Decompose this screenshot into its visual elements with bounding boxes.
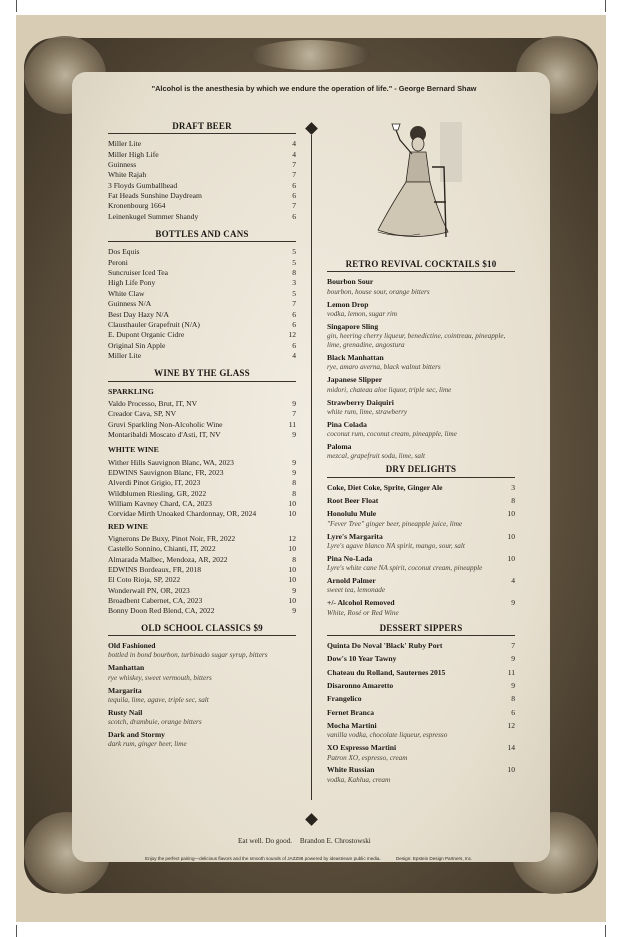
item-price: 7: [292, 409, 296, 419]
column-divider: [311, 135, 312, 800]
menu-item: [108, 181, 296, 191]
crop-mark: [605, 925, 606, 937]
item-name: Leinenkugel Summer Shandy: [108, 211, 199, 221]
menu-item: [108, 534, 296, 544]
menu-item: [108, 468, 296, 478]
menu-item: [108, 191, 296, 201]
item-name: Fernet Branca: [327, 707, 375, 717]
white-wine-label: WHITE WINE: [108, 445, 159, 455]
item-name: EDWINS Sauvignon Blanc, FR, 2023: [108, 467, 224, 477]
item-price: 11: [507, 667, 515, 677]
item-name: High Life Pony: [108, 278, 156, 288]
draft-beer-list: [108, 139, 296, 222]
item-price: 8: [292, 268, 296, 278]
menu-item: [108, 212, 296, 222]
menu-item: [108, 409, 296, 419]
item-price: 9: [292, 398, 296, 408]
menu-item: [108, 258, 296, 268]
menu-item: [108, 544, 296, 554]
item-price: 10: [288, 509, 296, 519]
item-description: Lyre's white cane NA spirit, coconut cream, pineapple: [327, 564, 483, 573]
menu-item-head: [327, 496, 515, 506]
item-name: Japanese Slipper: [327, 375, 383, 385]
menu-item: [327, 743, 515, 762]
red-wine-label: RED WINE: [108, 521, 148, 531]
menu-item: [108, 139, 296, 149]
item-price: 12: [288, 534, 296, 544]
item-price: 4: [292, 139, 296, 149]
menu-item: [327, 668, 515, 678]
item-price: 9: [292, 457, 296, 467]
item-price: 10: [507, 553, 515, 563]
item-price: 4: [292, 149, 296, 159]
item-name: Quinta Do Noval 'Black' Ruby Port: [327, 640, 443, 650]
item-name: Dow's 10 Year Tawny: [327, 654, 397, 664]
menu-item: [327, 496, 515, 506]
menu-item: [327, 442, 515, 461]
item-price: 9: [511, 654, 515, 664]
item-name: Montaribaldi Moscato d'Asti, IT, NV: [108, 429, 221, 439]
item-name: Suncruiser Iced Tea: [108, 268, 169, 278]
white-wine-list: [108, 458, 296, 520]
item-price: 6: [292, 319, 296, 329]
item-name: Castello Sonnino, Chianti, IT, 2022: [108, 544, 216, 554]
menu-item-head: [108, 641, 296, 651]
menu-item: [108, 201, 296, 211]
menu-item-head: [108, 686, 296, 696]
menu-item: [108, 351, 296, 361]
item-description: gin, heering cherry liqueur, benedictine, cointreau, pineapple, lime, grenadine, angostura: [327, 332, 506, 350]
menu-item-head: [327, 554, 515, 564]
menu-item-head: [327, 708, 515, 718]
menu-item: [108, 268, 296, 278]
item-name: EDWINS Bordeaux, FR, 2018: [108, 565, 202, 575]
victorian-lady-illustration-icon: [360, 112, 475, 247]
item-name: Chateau du Rolland, Sauternes 2015: [327, 667, 446, 677]
menu-item-head: [327, 694, 515, 704]
item-description: bottled in bond bourbon, turbinado sugar syrup, bitters: [108, 651, 268, 660]
item-name: Pina Colada: [327, 419, 367, 429]
item-price: 8: [292, 478, 296, 488]
item-price: 7: [292, 299, 296, 309]
menu-item: [108, 399, 296, 409]
item-description: Lyre's agave blanco NA spirit, mango, sour, salt: [327, 541, 465, 550]
item-name: Guinness: [108, 160, 137, 170]
menu-item: [108, 489, 296, 499]
menu-item-head: [327, 353, 515, 363]
item-description: white rum, lime, strawberry: [327, 407, 408, 416]
menu-item: [108, 478, 296, 488]
menu-item-head: [327, 300, 515, 310]
item-price: 7: [292, 201, 296, 211]
item-price: 9: [292, 606, 296, 616]
menu-item: [108, 458, 296, 468]
item-name: Gruvi Sparkling Non-Alcoholic Wine: [108, 419, 223, 429]
item-name: Old Fashioned: [108, 641, 156, 651]
item-name: Honolulu Mule: [327, 509, 377, 519]
item-name: Almarada Malbec, Mendoza, AR, 2022: [108, 554, 228, 564]
item-name: Corvidae Mirth Unoaked Chardonnay, OR, 2024: [108, 509, 257, 519]
item-description: scotch, drambuie, orange bitters: [108, 718, 202, 727]
item-description: sweet tea, lemonade: [327, 586, 386, 595]
menu-item: [108, 247, 296, 257]
menu-item-head: [327, 509, 515, 519]
footer-tagline: [238, 837, 371, 845]
menu-item-head: [327, 721, 515, 731]
item-name: Miller Lite: [108, 350, 142, 360]
item-name: Alverdi Pinot Grigio, IT, 2023: [108, 478, 201, 488]
item-price: 11: [288, 419, 296, 429]
item-price: 6: [292, 340, 296, 350]
item-name: Mocha Martini: [327, 720, 377, 730]
menu-item: [327, 322, 515, 350]
menu-item: [327, 353, 515, 372]
menu-item: [108, 555, 296, 565]
item-description: vanilla vodka, chocolate liqueur, espresso: [327, 731, 448, 740]
item-price: 10: [507, 509, 515, 519]
item-name: Black Manhattan: [327, 353, 384, 362]
item-name: Bourbon Sour: [327, 277, 374, 287]
sparkling-list: [108, 399, 296, 440]
menu-item-head: [327, 398, 515, 408]
menu-item: [108, 606, 296, 616]
item-name: El Coto Rioja, SP, 2022: [108, 575, 181, 585]
floral-ornament-icon: [250, 40, 370, 70]
item-name: Pina No-Lada: [327, 553, 373, 563]
menu-item-head: [327, 532, 515, 542]
menu-item: [108, 708, 296, 727]
dry-title: DRY DELIGHTS: [327, 464, 515, 477]
menu-item-head: [108, 730, 296, 740]
item-name: E. Dupont Organic Cidre: [108, 330, 185, 340]
item-price: 10: [507, 531, 515, 541]
menu-item: [327, 765, 515, 784]
menu-item-head: [108, 708, 296, 718]
tagline-author: Brandon E. Chrostowski: [299, 837, 371, 845]
item-name: +/- Alcohol Removed: [327, 598, 395, 608]
item-name: Guinness N/A: [108, 299, 152, 309]
item-price: 6: [292, 180, 296, 190]
item-description: bourbon, house sour, orange bitters: [327, 287, 430, 296]
menu-item: [327, 576, 515, 595]
menu-item-head: [327, 654, 515, 664]
item-description: tequila, lime, agave, triple sec, salt: [108, 695, 209, 704]
wine-title: WINE BY THE GLASS: [108, 368, 296, 381]
menu-item-head: [327, 668, 515, 678]
item-name: White Russian: [327, 765, 375, 775]
item-price: 6: [292, 191, 296, 201]
menu-item: [108, 509, 296, 519]
item-name: William Kavney Chard, CA, 2023: [108, 499, 212, 508]
item-name: Manhattan: [108, 663, 145, 673]
item-price: 8: [292, 488, 296, 498]
item-description: White, Rosé or Red Wine: [327, 608, 399, 617]
menu-item: [327, 598, 515, 617]
classics-list: [108, 641, 296, 749]
menu-item-head: [327, 681, 515, 691]
menu-item: [108, 586, 296, 596]
item-name: Miller High Life: [108, 149, 159, 159]
item-price: 4: [292, 350, 296, 360]
menu-item: [108, 730, 296, 749]
item-description: rye whiskey, sweet vermouth, bitters: [108, 673, 212, 682]
item-price: 7: [292, 170, 296, 180]
item-price: 9: [292, 429, 296, 439]
menu-item-head: [327, 765, 515, 775]
item-price: 8: [511, 694, 515, 704]
menu-item: [108, 330, 296, 340]
menu-item: [108, 686, 296, 705]
left-column: [108, 121, 296, 752]
menu-item: [327, 554, 515, 573]
menu-item: [327, 398, 515, 417]
menu-item: [108, 320, 296, 330]
item-name: Paloma: [327, 442, 352, 451]
item-description: "Fever Tree" ginger beer, pineapple juice, lime: [327, 519, 463, 528]
right-column: [327, 259, 515, 788]
item-price: 3: [511, 482, 515, 492]
item-price: 10: [288, 499, 296, 508]
item-name: Coke, Diet Coke, Sprite, Ginger Ale: [327, 482, 443, 492]
menu-item: [108, 278, 296, 288]
item-price: 5: [292, 257, 296, 267]
menu-item: [108, 310, 296, 320]
menu-item-head: [327, 598, 515, 608]
item-name: Dark and Stormy: [108, 730, 165, 740]
design-credit: Design: Epstein Design Partners, Inc.: [395, 856, 473, 861]
menu-item: [108, 170, 296, 180]
menu-item: [327, 721, 515, 740]
item-price: 6: [292, 309, 296, 319]
item-name: Bonny Doon Red Blend, CA, 2022: [108, 606, 215, 616]
item-price: 12: [288, 330, 296, 340]
item-price: 10: [288, 565, 296, 575]
tagline: Eat well. Do good.: [238, 837, 293, 845]
sparkling-label: SPARKLING: [108, 386, 154, 396]
item-name: Strawberry Daiquiri: [327, 397, 394, 407]
item-name: Dos Equis: [108, 247, 140, 257]
retro-title: RETRO REVIVAL COCKTAILS $10: [327, 259, 515, 272]
item-name: Broadbent Cabernet, CA, 2023: [108, 596, 203, 606]
item-name: Creador Cava, SP, NV: [108, 409, 177, 419]
bottles-list: [108, 247, 296, 361]
menu-item: [108, 663, 296, 682]
menu-item-head: [327, 483, 515, 493]
item-price: 10: [288, 596, 296, 606]
menu-item-head: [327, 743, 515, 753]
classics-title: OLD SCHOOL CLASSICS $9: [108, 623, 296, 636]
menu-item-head: [327, 576, 515, 586]
item-price: 7: [511, 640, 515, 650]
item-description: Patron XO, espresso, cream: [327, 753, 408, 762]
menu-item: [108, 641, 296, 660]
item-name: Miller Lite: [108, 139, 142, 149]
item-name: Kronenbourg 1664: [108, 201, 166, 211]
menu-item: [327, 532, 515, 551]
menu-item: [327, 694, 515, 704]
menu-item: [327, 483, 515, 493]
menu-item: [108, 575, 296, 585]
item-name: Rusty Nail: [108, 707, 143, 717]
crop-mark: [16, 925, 17, 937]
crop-mark: [16, 0, 17, 12]
menu-item: [108, 565, 296, 575]
menu-item: [327, 375, 515, 394]
item-description: dark rum, ginger beer, lime: [108, 740, 187, 749]
menu-item-head: [327, 322, 515, 332]
item-name: Disaronno Amaretto: [327, 680, 394, 690]
item-description: rye, amaro averna, black walnut bitters: [327, 363, 441, 372]
menu-item: [108, 160, 296, 170]
item-name: Singapore Sling: [327, 321, 379, 331]
menu-item: [108, 596, 296, 606]
draft-beer-title: DRAFT BEER: [108, 121, 296, 134]
item-name: 3 Floyds Gumballhead: [108, 180, 178, 190]
dessert-title: DESSERT SIPPERS: [327, 623, 515, 636]
menu-item: [327, 420, 515, 439]
menu-item: [108, 499, 296, 509]
item-name: Best Day Hazy N/A: [108, 309, 169, 319]
crop-mark: [605, 0, 606, 12]
item-price: 5: [292, 288, 296, 298]
item-price: 9: [511, 598, 515, 608]
quote: "Alcohol is the anesthesia by which we endure the operation of life." - George Bernard Shaw: [151, 84, 477, 93]
item-price: 9: [292, 467, 296, 477]
menu-item: [108, 420, 296, 430]
item-name: Frangelico: [327, 694, 362, 704]
item-name: Wither Hills Sauvignon Blanc, WA, 2023: [108, 457, 234, 467]
item-name: Lemon Drop: [327, 299, 369, 309]
dessert-list: [327, 641, 515, 785]
item-price: 10: [288, 575, 296, 585]
item-name: Valdo Processo, Brut, IT, NV: [108, 398, 198, 408]
item-name: Vignerons De Buxy, Pinot Noir, FR, 2022: [108, 534, 236, 544]
item-price: 6: [292, 211, 296, 221]
menu-item: [108, 289, 296, 299]
item-name: Root Beer Float: [327, 495, 379, 505]
item-price: 8: [511, 495, 515, 505]
item-description: mezcal, grapefruit soda, lime, salt: [327, 452, 426, 461]
item-price: 10: [507, 765, 515, 775]
item-name: Wonderwall PN, OR, 2023: [108, 585, 190, 595]
item-name: Wildblumen Riesling, GR, 2022: [108, 488, 207, 498]
menu-item: [327, 300, 515, 319]
menu-item: [108, 430, 296, 440]
item-description: vodka, Kahlua, cream: [327, 775, 391, 784]
item-price: 9: [292, 585, 296, 595]
credits-text: Enjoy the perfect pairing—delicious flavors and the smooth sounds of JAZZ88 powered by ideastream public media.: [145, 856, 381, 861]
item-name: Peroni: [108, 257, 128, 267]
menu-item: [108, 299, 296, 309]
item-name: Clausthauler Grapefruit (N/A): [108, 319, 200, 329]
item-price: 10: [288, 544, 296, 554]
item-price: 3: [292, 278, 296, 288]
item-name: White Claw: [108, 288, 145, 298]
item-price: 12: [507, 720, 515, 730]
retro-list: [327, 277, 515, 461]
menu-item: [327, 641, 515, 651]
dry-list: [327, 483, 515, 618]
footer-credits: [145, 856, 515, 861]
menu-item: [327, 509, 515, 528]
menu-item: [327, 654, 515, 664]
menu-item: [327, 277, 515, 296]
item-price: 14: [507, 743, 515, 753]
menu-item: [108, 341, 296, 351]
item-description: coconut rum, coconut cream, pineapple, lime: [327, 430, 457, 439]
item-price: 7: [292, 160, 296, 170]
item-description: vodka, lemon, sugar rim: [327, 309, 398, 318]
item-description: midori, chateau aloe liquor, triple sec, lime: [327, 385, 452, 394]
item-name: Margarita: [108, 685, 142, 695]
item-name: Fat Heads Sunshine Daydream: [108, 191, 202, 201]
item-name: XO Espresso Martini: [327, 743, 397, 753]
item-price: 9: [511, 680, 515, 690]
menu-item-head: [327, 420, 515, 430]
menu-item-head: [327, 375, 515, 385]
item-price: 6: [511, 707, 515, 717]
item-name: Lyre's Margarita: [327, 531, 383, 541]
item-price: 4: [511, 576, 515, 586]
menu-item: [327, 708, 515, 718]
menu-item-head: [327, 641, 515, 651]
red-wine-list: [108, 534, 296, 617]
item-name: Original Sin Apple: [108, 340, 166, 350]
item-name: White Rajah: [108, 170, 147, 180]
item-price: 8: [292, 554, 296, 564]
bottles-title: BOTTLES AND CANS: [108, 229, 296, 242]
menu-item: [327, 681, 515, 691]
menu-item-head: [327, 277, 515, 287]
menu-item: [108, 150, 296, 160]
item-price: 5: [292, 247, 296, 257]
menu-item-head: [108, 663, 296, 673]
menu-item-head: [327, 442, 515, 452]
item-name: Arnold Palmer: [327, 576, 376, 586]
